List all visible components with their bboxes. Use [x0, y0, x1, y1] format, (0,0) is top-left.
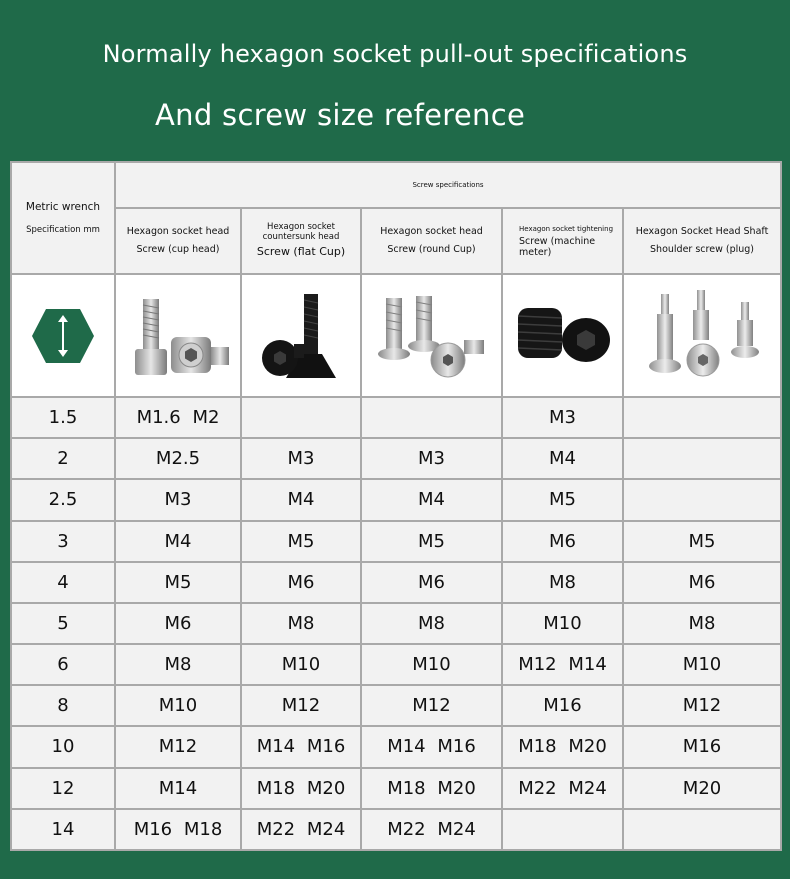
- screw-size-cell: M2.5: [115, 438, 241, 479]
- wrench-size-cell: 12: [11, 768, 115, 809]
- table-row: [11, 726, 781, 767]
- wrench-size-cell: 5: [11, 603, 115, 644]
- screw-size-cell: [623, 397, 781, 438]
- screw-size-cell: M10: [361, 644, 502, 685]
- table-row: [11, 562, 781, 603]
- countersunk-screw-image-cell: [241, 274, 361, 397]
- screw-size-cell: M12: [241, 685, 361, 726]
- screw-size-cell: M8: [361, 603, 502, 644]
- column-header-machine-meter: [502, 208, 623, 274]
- screw-size-cell: M16: [502, 685, 623, 726]
- column-header-line1: Hexagon socket countersunk head: [262, 222, 340, 242]
- table-row: [11, 521, 781, 562]
- screw-size-cell: M3: [361, 438, 502, 479]
- table-row: [11, 685, 781, 726]
- screw-size-cell: M8: [623, 603, 781, 644]
- column-header-shoulder-screw: [623, 208, 781, 274]
- corner-label-spec: Specification mm: [26, 225, 100, 236]
- screw-size-cell: M1.6 M2: [115, 397, 241, 438]
- screw-size-cell: M10: [241, 644, 361, 685]
- table-row: [11, 768, 781, 809]
- screw-size-cell: M12 M14: [502, 644, 623, 685]
- wrench-size-cell: 14: [11, 809, 115, 850]
- header-banner: [0, 0, 790, 160]
- screw-size-cell: M8: [241, 603, 361, 644]
- hex-wrench-icon: [30, 307, 96, 365]
- table-row: [11, 438, 781, 479]
- round-head-screw-image-cell: [361, 274, 502, 397]
- screw-size-cell: M14: [115, 768, 241, 809]
- screw-size-cell: [623, 438, 781, 479]
- screw-size-cell: M8: [502, 562, 623, 603]
- column-header-line1: Hexagon socket tightening: [519, 224, 614, 233]
- screw-size-cell: [623, 809, 781, 850]
- screw-size-cell: M5: [502, 479, 623, 520]
- screw-size-cell: M12: [361, 685, 502, 726]
- size-rows: [11, 397, 781, 850]
- screw-size-cell: M8: [115, 644, 241, 685]
- screw-size-cell: M6: [241, 562, 361, 603]
- screw-size-cell: M16: [623, 726, 781, 767]
- column-header-line1: Hexagon Socket Head Shaft: [635, 225, 769, 237]
- screw-size-cell: M12: [623, 685, 781, 726]
- screw-size-cell: M3: [241, 438, 361, 479]
- table-row: [11, 644, 781, 685]
- screw-size-cell: M3: [502, 397, 623, 438]
- cup-head-screw-image: [123, 291, 233, 381]
- screw-size-cell: M6: [502, 521, 623, 562]
- screw-size-cell: M18 M20: [502, 726, 623, 767]
- screw-size-cell: [361, 397, 502, 438]
- screw-size-cell: M22 M24: [502, 768, 623, 809]
- shoulder-screw-image-cell: [623, 274, 781, 397]
- screw-size-cell: M20: [623, 768, 781, 809]
- screw-size-cell: M14 M16: [361, 726, 502, 767]
- screw-size-cell: M4: [115, 521, 241, 562]
- column-header-line2: Screw (flat Cup): [256, 244, 346, 258]
- column-header-line2: Screw (cup head): [136, 244, 220, 256]
- table-row: [11, 479, 781, 520]
- screw-size-cell: M10: [115, 685, 241, 726]
- wrench-size-cell: 2: [11, 438, 115, 479]
- screw-size-cell: M3: [115, 479, 241, 520]
- screw-size-cell: [241, 397, 361, 438]
- round-head-screw-image: [372, 288, 492, 384]
- screw-size-cell: M14 M16: [241, 726, 361, 767]
- screw-size-cell: M16 M18: [115, 809, 241, 850]
- page-subtitle: And screw size reference: [155, 98, 526, 132]
- screw-size-cell: M5: [623, 521, 781, 562]
- wrench-size-cell: 6: [11, 644, 115, 685]
- set-screw-image: [508, 296, 618, 376]
- corner-label-wrench: Metric wrench: [25, 201, 101, 214]
- wrench-size-cell: 1.5: [11, 397, 115, 438]
- shoulder-screw-image: [637, 286, 767, 386]
- screw-size-cell: M12: [115, 726, 241, 767]
- column-header-cup-head: [115, 208, 241, 274]
- screw-size-cell: M18 M20: [361, 768, 502, 809]
- screw-size-cell: M6: [361, 562, 502, 603]
- column-header-flat-cup: [241, 208, 361, 274]
- screw-size-cell: [502, 809, 623, 850]
- wrench-size-cell: 2.5: [11, 479, 115, 520]
- wrench-size-cell: 3: [11, 521, 115, 562]
- wrench-size-cell: 4: [11, 562, 115, 603]
- table-row: [11, 809, 781, 850]
- screw-size-cell: M4: [241, 479, 361, 520]
- screw-size-cell: M18 M20: [241, 768, 361, 809]
- page-title: Normally hexagon socket pull-out specifications: [102, 40, 688, 68]
- screw-size-cell: M5: [361, 521, 502, 562]
- screw-size-cell: M5: [241, 521, 361, 562]
- column-header-line1: Hexagon socket head: [126, 225, 230, 237]
- column-header-line2: Shoulder screw (plug): [650, 244, 754, 256]
- screw-size-cell: M5: [115, 562, 241, 603]
- group-header: Screw specifications: [115, 162, 781, 208]
- screw-size-cell: [623, 479, 781, 520]
- column-header-line1: Hexagon socket head: [380, 225, 483, 237]
- cup-head-screw-image-cell: [115, 274, 241, 397]
- screw-size-cell: M22 M24: [241, 809, 361, 850]
- table-row: [11, 397, 781, 438]
- screw-size-cell: M10: [502, 603, 623, 644]
- wrench-size-cell: 8: [11, 685, 115, 726]
- screw-size-cell: M4: [361, 479, 502, 520]
- column-header-line2: Screw (machine meter): [519, 236, 596, 258]
- screw-size-cell: M6: [623, 562, 781, 603]
- column-header-round-cup: [361, 208, 502, 274]
- hex-wrench-cell: [11, 274, 115, 397]
- column-header-line2: Screw (round Cup): [387, 244, 476, 256]
- screw-size-cell: M6: [115, 603, 241, 644]
- set-screw-image-cell: [502, 274, 623, 397]
- screw-spec-table: [10, 161, 782, 851]
- screw-size-cell: M4: [502, 438, 623, 479]
- countersunk-screw-image: [246, 288, 356, 384]
- table-row: [11, 603, 781, 644]
- screw-size-cell: M10: [623, 644, 781, 685]
- wrench-size-cell: 10: [11, 726, 115, 767]
- corner-header: [11, 162, 115, 274]
- screw-size-cell: M22 M24: [361, 809, 502, 850]
